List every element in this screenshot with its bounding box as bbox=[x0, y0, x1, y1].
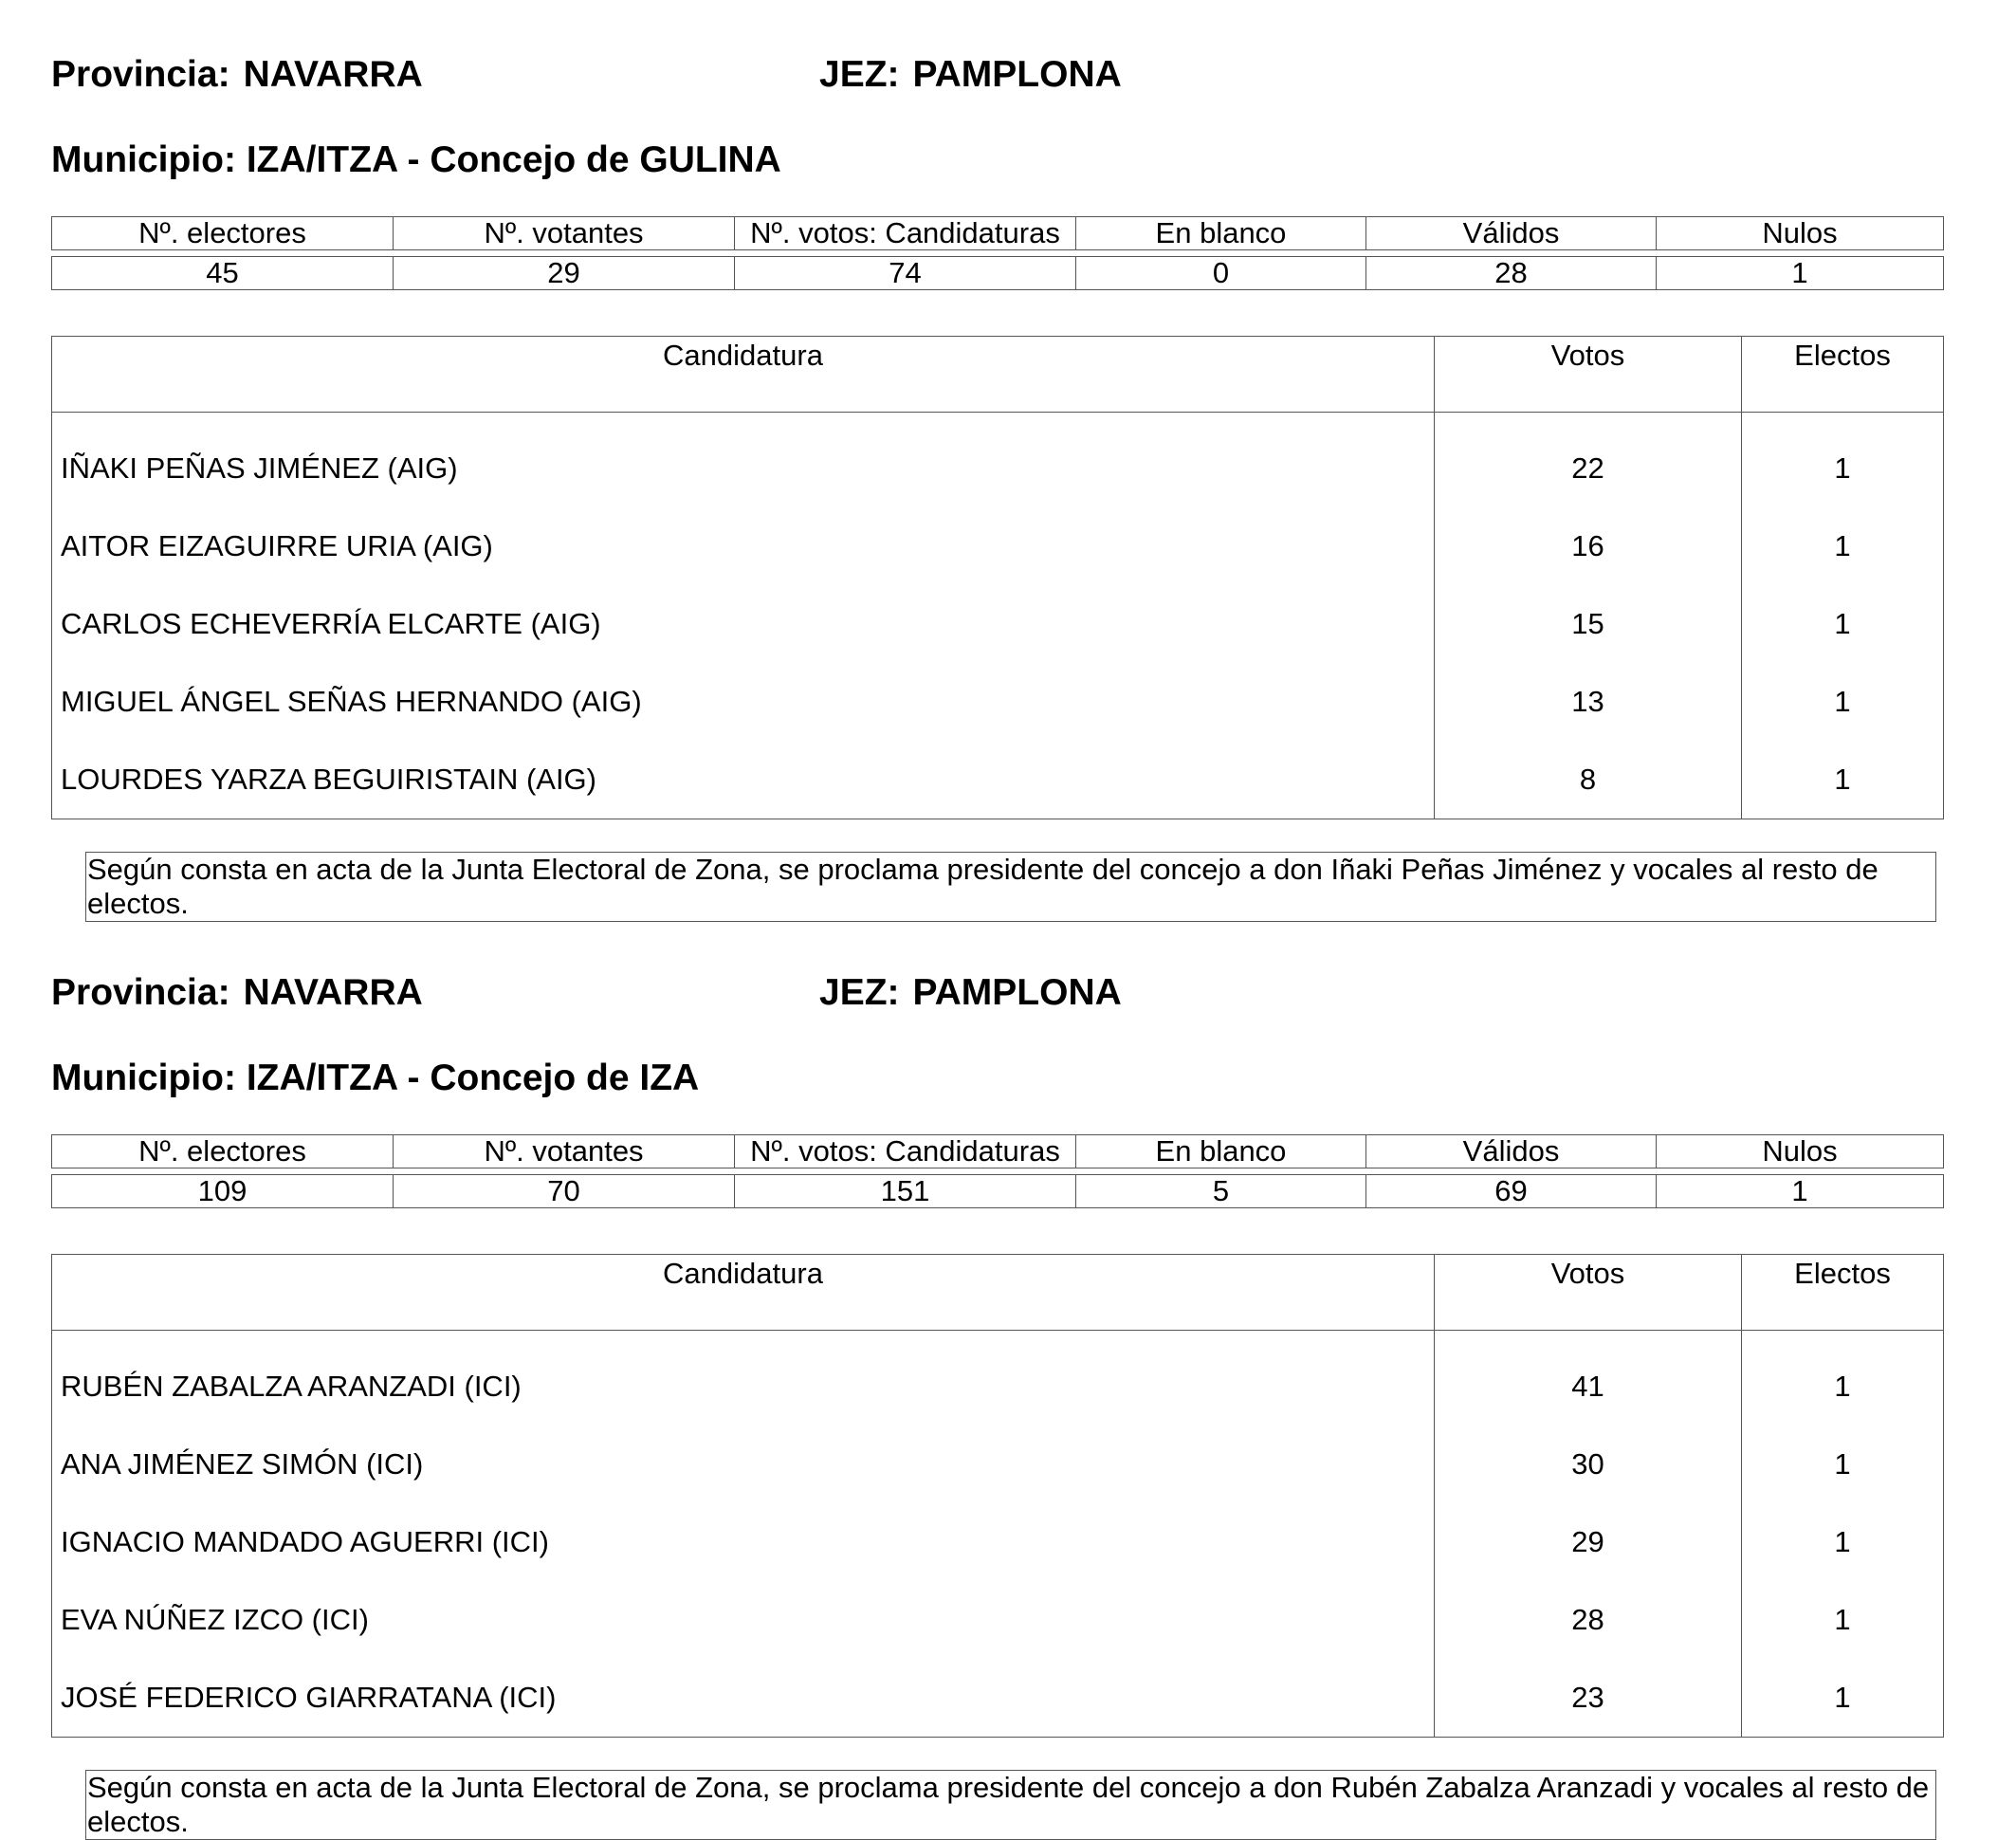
municipio-value: IZA/ITZA - Concejo de IZA bbox=[246, 1058, 700, 1098]
stat-nulos: 1 bbox=[1657, 257, 1944, 290]
municipio-value: IZA/ITZA - Concejo de GULINA bbox=[246, 139, 781, 180]
stats-header-cell: Nº. votantes bbox=[394, 217, 735, 250]
jez-value: PAMPLONA bbox=[912, 972, 1122, 1013]
stat-validos: 69 bbox=[1366, 1175, 1657, 1208]
candidate-name: LOURDES YARZA BEGUIRISTAIN (AIG) bbox=[52, 741, 1435, 819]
candidate-votos: 29 bbox=[1435, 1503, 1742, 1581]
stats-header-cell: En blanco bbox=[1076, 1135, 1366, 1168]
proclamation-note: Según consta en acta de la Junta Electoral de Zona, se proclama presidente del concejo a don Rubén Zabalza Aranzadi y vocales al resto de electos. bbox=[85, 1770, 1936, 1840]
candidate-votos: 28 bbox=[1435, 1581, 1742, 1659]
stats-header-row bbox=[52, 1135, 1944, 1168]
stat-votantes: 29 bbox=[394, 257, 735, 290]
municipio-label: Municipio: bbox=[51, 139, 236, 180]
candidate-electos: 1 bbox=[1742, 1581, 1944, 1659]
stats-header-row bbox=[52, 217, 1944, 250]
candidate-electos: 1 bbox=[1742, 507, 1944, 585]
provincia-label: Provincia: bbox=[51, 972, 230, 1013]
votos-header: Votos bbox=[1435, 1255, 1742, 1331]
table-row bbox=[52, 741, 1944, 819]
table-row bbox=[52, 413, 1944, 508]
candidate-name: MIGUEL ÁNGEL SEÑAS HERNANDO (AIG) bbox=[52, 663, 1435, 741]
electos-header: Electos bbox=[1742, 337, 1944, 413]
stats-values-table bbox=[51, 256, 1944, 290]
candidate-electos: 1 bbox=[1742, 1426, 1944, 1503]
candidate-electos: 1 bbox=[1742, 1503, 1944, 1581]
stats-header-table bbox=[51, 216, 1944, 250]
table-row bbox=[52, 663, 1944, 741]
jez-label: JEZ: bbox=[819, 972, 900, 1013]
jez-line bbox=[819, 974, 1122, 1011]
candidate-votos: 8 bbox=[1435, 741, 1742, 819]
candidate-votos: 16 bbox=[1435, 507, 1742, 585]
municipio-line bbox=[51, 141, 781, 178]
jez-value: PAMPLONA bbox=[912, 54, 1122, 95]
candidate-name: CARLOS ECHEVERRÍA ELCARTE (AIG) bbox=[52, 585, 1435, 663]
candidates-header-row bbox=[52, 337, 1944, 413]
provincia-value: NAVARRA bbox=[243, 54, 423, 95]
municipio-line bbox=[51, 1059, 699, 1096]
provincia-line bbox=[51, 56, 423, 93]
stats-values-row bbox=[52, 1175, 1944, 1208]
provincia-value: NAVARRA bbox=[243, 972, 423, 1013]
candidate-votos: 22 bbox=[1435, 413, 1742, 508]
stats-header-cell: Válidos bbox=[1366, 217, 1657, 250]
jez-line bbox=[819, 56, 1122, 93]
stats-header-cell: Nº. votos: Candidaturas bbox=[735, 217, 1076, 250]
table-row bbox=[52, 585, 1944, 663]
candidate-name: RUBÉN ZABALZA ARANZADI (ICI) bbox=[52, 1331, 1435, 1426]
stats-values-row bbox=[52, 257, 1944, 290]
candidate-electos: 1 bbox=[1742, 413, 1944, 508]
stat-votos-candidaturas: 74 bbox=[735, 257, 1076, 290]
candidates-header-row bbox=[52, 1255, 1944, 1331]
stats-header-cell: Nulos bbox=[1657, 1135, 1944, 1168]
stats-header-cell: Nº. electores bbox=[52, 217, 394, 250]
municipio-label: Municipio: bbox=[51, 1058, 236, 1098]
proclamation-note: Según consta en acta de la Junta Electoral de Zona, se proclama presidente del concejo a don Iñaki Peñas Jiménez y vocales al resto de electos. bbox=[85, 852, 1936, 922]
candidates-table bbox=[51, 1254, 1944, 1738]
provincia-label: Provincia: bbox=[51, 54, 230, 95]
stat-electores: 109 bbox=[52, 1175, 394, 1208]
candidate-electos: 1 bbox=[1742, 663, 1944, 741]
table-row bbox=[52, 1426, 1944, 1503]
candidate-electos: 1 bbox=[1742, 585, 1944, 663]
candidate-name: IGNACIO MANDADO AGUERRI (ICI) bbox=[52, 1503, 1435, 1581]
stat-votos-candidaturas: 151 bbox=[735, 1175, 1076, 1208]
stats-header-cell: En blanco bbox=[1076, 217, 1366, 250]
stat-votantes: 70 bbox=[394, 1175, 735, 1208]
candidate-electos: 1 bbox=[1742, 1659, 1944, 1738]
table-row bbox=[52, 1581, 1944, 1659]
stat-validos: 28 bbox=[1366, 257, 1657, 290]
stats-values-table bbox=[51, 1174, 1944, 1208]
candidate-name: IÑAKI PEÑAS JIMÉNEZ (AIG) bbox=[52, 413, 1435, 508]
candidate-name: EVA NÚÑEZ IZCO (ICI) bbox=[52, 1581, 1435, 1659]
stat-en-blanco: 5 bbox=[1076, 1175, 1366, 1208]
provincia-line bbox=[51, 974, 423, 1011]
table-row bbox=[52, 1659, 1944, 1738]
stat-electores: 45 bbox=[52, 257, 394, 290]
candidate-name: JOSÉ FEDERICO GIARRATANA (ICI) bbox=[52, 1659, 1435, 1738]
candidate-name: ANA JIMÉNEZ SIMÓN (ICI) bbox=[52, 1426, 1435, 1503]
candidate-votos: 13 bbox=[1435, 663, 1742, 741]
candidate-electos: 1 bbox=[1742, 1331, 1944, 1426]
electos-header: Electos bbox=[1742, 1255, 1944, 1331]
stat-nulos: 1 bbox=[1657, 1175, 1944, 1208]
candidates-table bbox=[51, 336, 1944, 819]
table-row bbox=[52, 1331, 1944, 1426]
candidate-votos: 41 bbox=[1435, 1331, 1742, 1426]
candidatura-header: Candidatura bbox=[52, 337, 1435, 413]
jez-label: JEZ: bbox=[819, 54, 900, 95]
stats-header-table bbox=[51, 1134, 1944, 1168]
candidate-votos: 30 bbox=[1435, 1426, 1742, 1503]
stats-header-cell: Nº. votos: Candidaturas bbox=[735, 1135, 1076, 1168]
stat-en-blanco: 0 bbox=[1076, 257, 1366, 290]
candidate-votos: 15 bbox=[1435, 585, 1742, 663]
candidatura-header: Candidatura bbox=[52, 1255, 1435, 1331]
stats-header-cell: Nº. votantes bbox=[394, 1135, 735, 1168]
table-row bbox=[52, 507, 1944, 585]
candidate-name: AITOR EIZAGUIRRE URIA (AIG) bbox=[52, 507, 1435, 585]
stats-header-cell: Nulos bbox=[1657, 217, 1944, 250]
candidate-votos: 23 bbox=[1435, 1659, 1742, 1738]
stats-header-cell: Nº. electores bbox=[52, 1135, 394, 1168]
candidate-electos: 1 bbox=[1742, 741, 1944, 819]
table-row bbox=[52, 1503, 1944, 1581]
stats-header-cell: Válidos bbox=[1366, 1135, 1657, 1168]
votos-header: Votos bbox=[1435, 337, 1742, 413]
